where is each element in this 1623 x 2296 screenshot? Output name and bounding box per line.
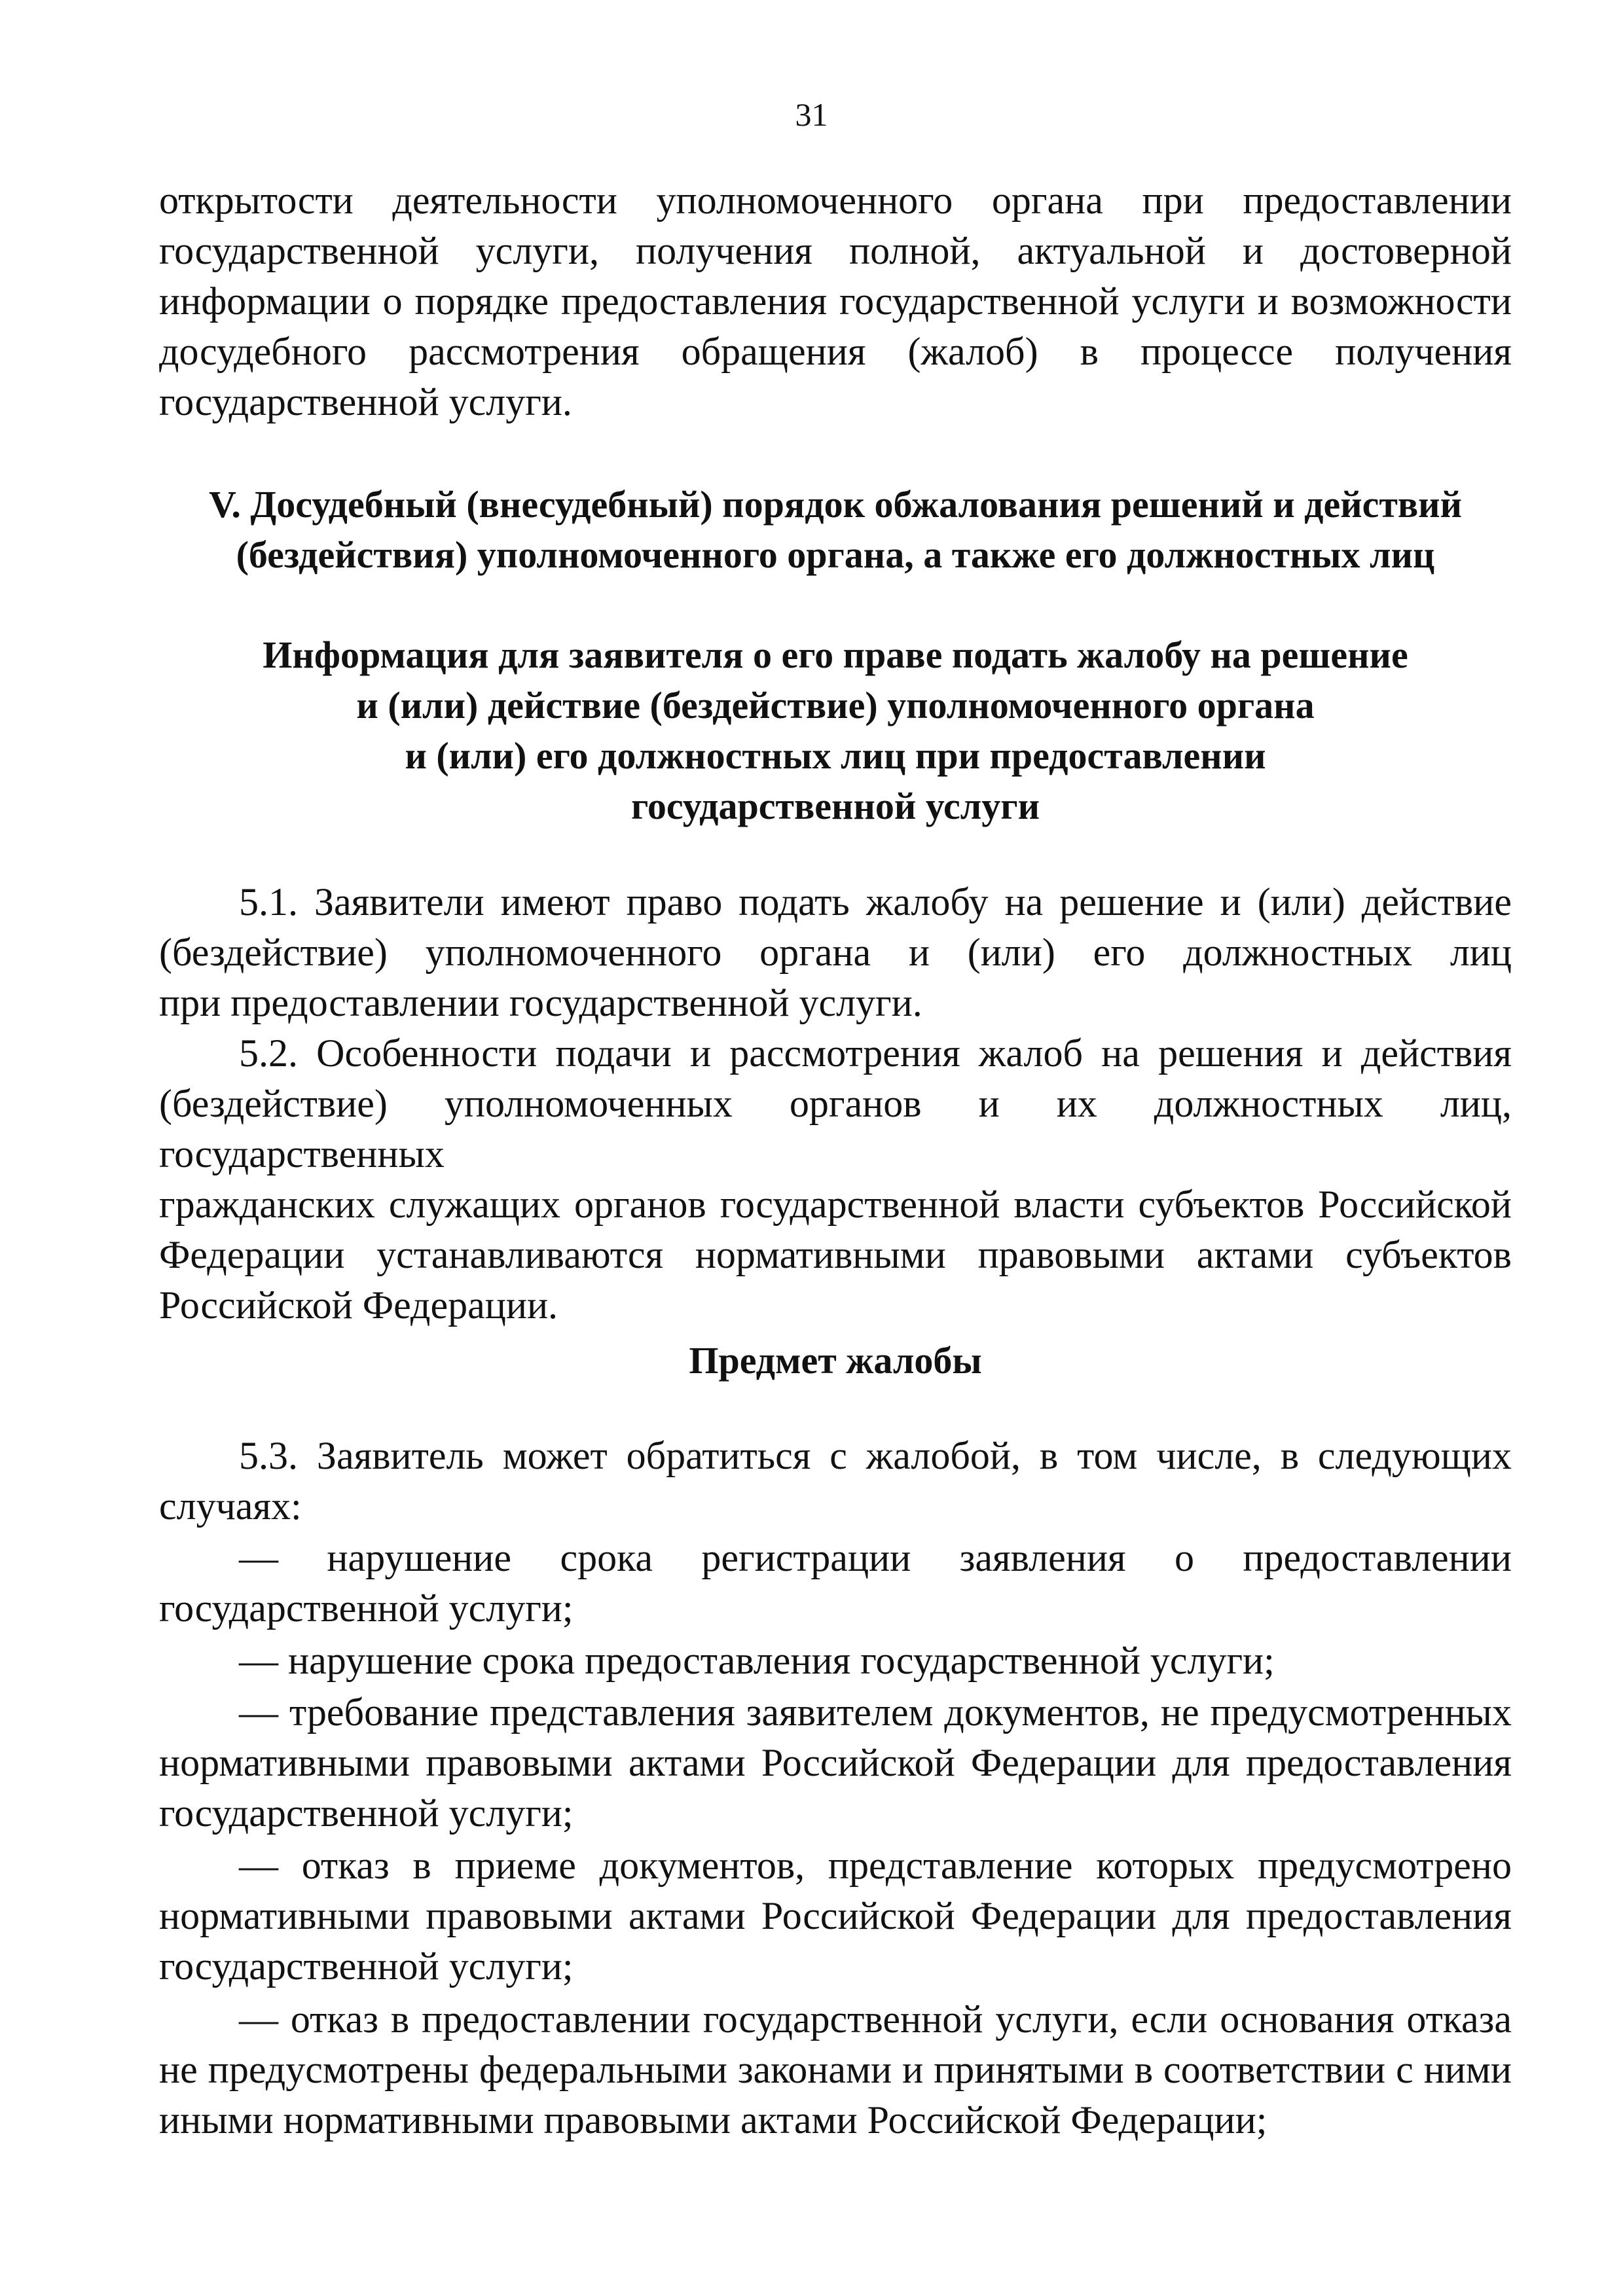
heading-line: и (или) его должностных лиц при предоставлении [405,734,1266,777]
text-line: — требование представления заявителем документов, не предусмотренных [239,1691,1512,1734]
heading-line: V. Досудебный (внесудебный) порядок обжалования решений и действий [208,483,1463,526]
section-heading [159,479,1512,580]
text-line: государственной услуги. [159,380,572,423]
text-line: 5.2. Особенности подачи и рассмотрения жалоб на решения и действия [239,1031,1512,1075]
case-item [159,1533,1512,1634]
text-line: государственной услуги; [159,1945,574,1988]
case-item [159,1687,1512,1839]
heading-line: государственной услуги [630,785,1040,827]
text-line: — нарушение срока регистрации заявления о предоставлении [239,1536,1512,1579]
text-line: 5.1. Заявители имеют право подать жалобу на решение и (или) действие [239,880,1512,924]
text-line: Федерации устанавливаются нормативными правовыми актами субъектов [159,1233,1512,1276]
text-line: — нарушение срока предоставления государственной услуги; [239,1639,1275,1682]
text-line: (бездействие) уполномоченного органа и (или) его должностных лиц [159,931,1512,974]
case-item [159,1636,1512,1686]
heading-line: и (или) действие (бездействие) уполномоченного органа [356,684,1315,726]
text-line: государственной услуги; [159,1587,574,1630]
text-line: досудебного рассмотрения обращения (жалоб) в процессе получения [159,330,1512,373]
case-item [159,1994,1512,2145]
text-line: государственной услуги; [159,1791,574,1835]
heading-line: Информация для заявителя о его праве подать жалобу на решение [263,634,1408,676]
info-heading [159,630,1512,831]
text-line: нормативными правовыми актами Российской Федерации для предоставления [159,1894,1512,1937]
case-item [159,1840,1512,1992]
text-line: — отказ в предоставлении государственной услуги, если основания отказа [239,1998,1512,2041]
text-line: при предоставлении государственной услуги. [159,981,922,1024]
text-line: информации о порядке предоставления государственной услуги и возможности [159,279,1512,323]
text-line: (бездействие) уполномоченных органов и их должностных лиц, государственных [159,1082,1512,1175]
text-line: иными нормативными правовыми актами Российской Федерации; [159,2098,1267,2142]
text-line: Российской Федерации. [159,1283,558,1327]
continuation-paragraph [159,175,1512,427]
page-number: 31 [795,96,828,133]
text-line: 5.3. Заявитель может обратиться с жалобой, в том числе, в следующих [239,1434,1512,1477]
text-line: гражданских служащих органов государственной власти субъектов Российской [159,1183,1512,1226]
heading-line: Предмет жалобы [689,1339,982,1382]
text-line: случаях: [159,1484,302,1528]
text-line: нормативными правовыми актами Российской Федерации для предоставления [159,1741,1512,1784]
text-line: не предусмотрены федеральными законами и принятыми в соответствии с ними [159,2048,1512,2091]
paragraph-5-3 [159,1431,1512,1532]
text-line: — отказ в приеме документов, представление которых предусмотрено [239,1844,1512,1887]
text-line: государственной услуги, получения полной, актуальной и достоверной [159,229,1512,272]
text-line: открытости деятельности уполномоченного органа при предоставлении [159,179,1512,222]
subject-heading [159,1335,1512,1386]
paragraph-5-1 [159,877,1512,1028]
paragraph-5-2 [159,1028,1512,1331]
heading-line: (бездействия) уполномоченного органа, а также его должностных лиц [236,533,1435,576]
